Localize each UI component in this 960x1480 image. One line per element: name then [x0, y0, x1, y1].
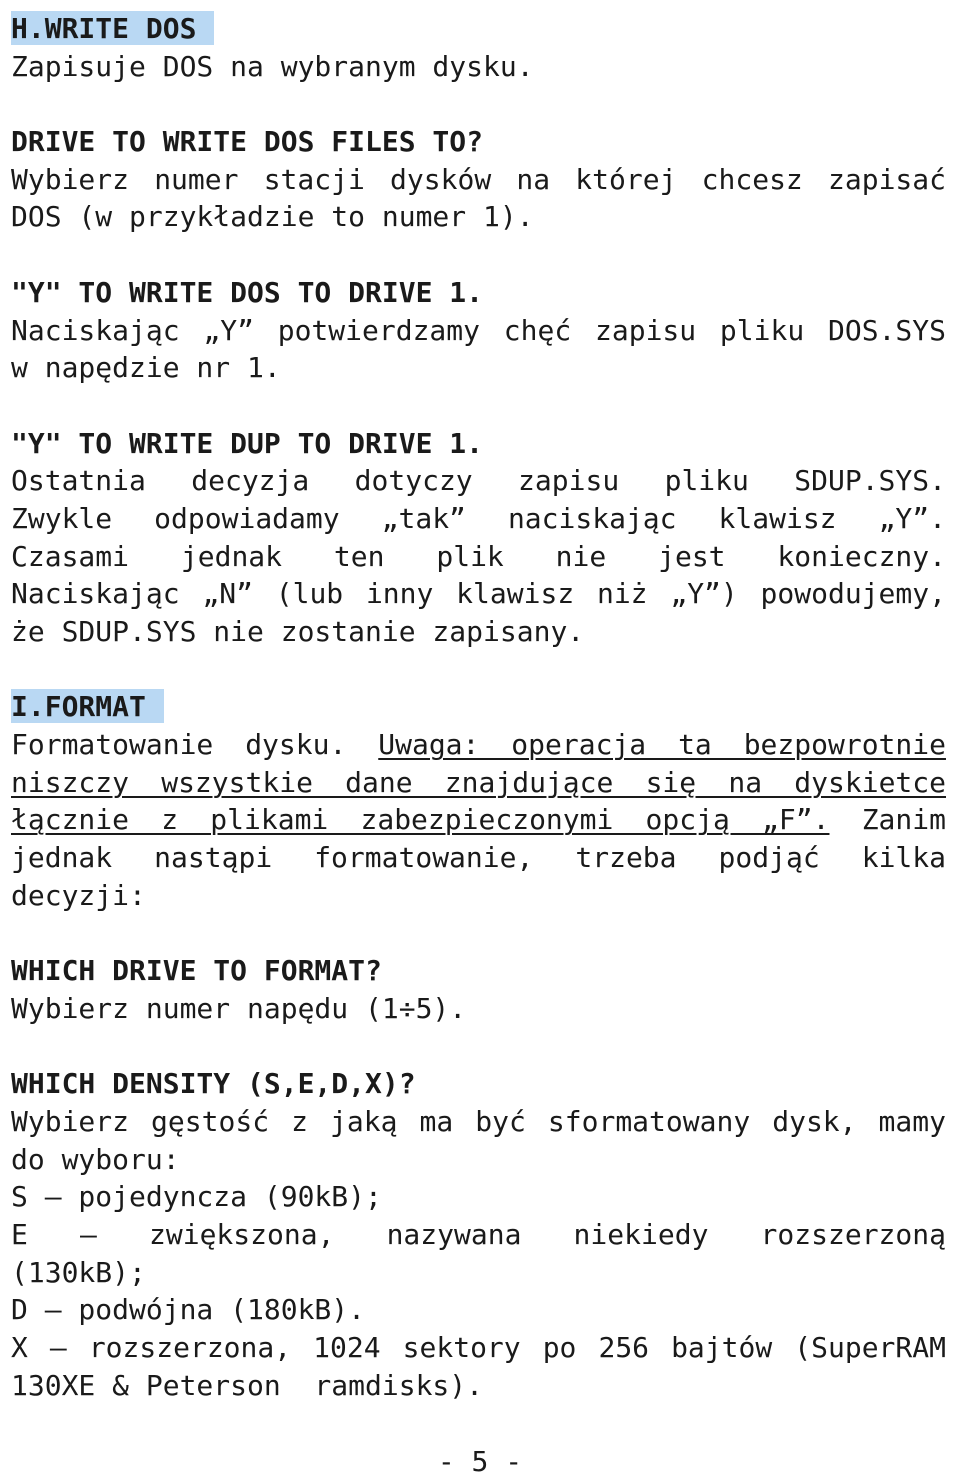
- section-i-q2-line: D – podwójna (180kB).: [11, 1293, 366, 1327]
- section-i-q2-line: E – zwiększona, nazywana niekiedy rozszerzoną: [11, 1218, 946, 1251]
- section-i-intro-line: [11, 764, 946, 802]
- format-warning-text: łącznie z plikami zabezpieczonymi opcją „F”.: [11, 803, 830, 837]
- section-i-q2-line: X – rozszerzona, 1024 sektory po 256 bajtów (SuperRAM: [11, 1331, 946, 1365]
- section-i-intro-line: jednak nastąpi formatowanie, trzeba podjąć kilka: [11, 841, 946, 875]
- section-h-q3-line: Ostatnia decyzja dotyczy zapisu pliku SDUP.SYS.: [11, 464, 946, 498]
- section-h-q2-line: w napędzie nr 1.: [11, 351, 281, 385]
- section-i-intro-line: decyzji:: [11, 878, 146, 912]
- section-h-q2-prompt: "Y" TO WRITE DOS TO DRIVE 1.: [11, 275, 484, 309]
- format-warning-text: niszczy wszystkie dane znajdujące się na dyskietce: [11, 765, 946, 799]
- section-h-q1-line: DOS (w przykładzie to numer 1).: [11, 200, 534, 234]
- section-h-q1-prompt: DRIVE TO WRITE DOS FILES TO?: [11, 125, 484, 159]
- format-warning-text: Uwaga: operacja ta bezpowrotnie: [378, 728, 946, 762]
- document-page: [11, 10, 946, 1404]
- section-h-q3-line: że SDUP.SYS nie zostanie zapisany.: [11, 615, 585, 648]
- section-h-q3-line: Zwykle odpowiadamy „tak” naciskając klawisz „Y”.: [11, 501, 946, 535]
- section-h-title: H.WRITE DOS: [11, 11, 214, 45]
- section-h-q3-line: Naciskając „N” (lub inny klawisz niż „Y”) powodujemy,: [11, 577, 946, 611]
- section-i-q2-line: 130XE & Peterson ramdisks).: [11, 1368, 484, 1402]
- section-i-intro-after: Zanim: [829, 803, 946, 837]
- section-i-heading: [11, 688, 946, 726]
- section-i-intro-line: [11, 801, 946, 839]
- section-i-q1-line: Wybierz numer napędu (1÷5).: [11, 991, 467, 1025]
- section-h-q3-line: Czasami jednak ten plik nie jest konieczny.: [11, 539, 946, 573]
- blank-line: [11, 387, 946, 425]
- section-i-q2-line: do wyboru:: [11, 1142, 180, 1176]
- blank-line: [11, 1028, 946, 1066]
- section-h-q2-line: Naciskając „Y” potwierdzamy chęć zapisu pliku DOS.SYS: [11, 313, 946, 347]
- section-i-q2-line: (130kB);: [11, 1255, 146, 1289]
- section-i-q2-line: S – pojedyncza (90kB);: [11, 1180, 382, 1214]
- blank-line: [11, 85, 946, 123]
- section-i-q2-prompt: WHICH DENSITY (S,E,D,X)?: [11, 1067, 416, 1101]
- page-number: - 5 -: [437, 1445, 523, 1478]
- section-i-q2-line: Wybierz gęstość z jaką ma być sformatowany dysk, mamy: [11, 1104, 946, 1138]
- blank-line: [11, 236, 946, 274]
- section-i-q1-prompt: WHICH DRIVE TO FORMAT?: [11, 954, 382, 988]
- blank-line: [11, 651, 946, 689]
- blank-line: [11, 915, 946, 953]
- section-i-intro-line: [11, 726, 946, 764]
- section-h-q3-prompt: "Y" TO WRITE DUP TO DRIVE 1.: [11, 426, 484, 460]
- section-h-q1-line: Wybierz numer stacji dysków na której chcesz zapisać: [11, 162, 946, 196]
- section-h-description: Zapisuje DOS na wybranym dysku.: [11, 49, 534, 83]
- section-h-heading: [11, 10, 946, 48]
- section-i-title: I.FORMAT: [11, 689, 164, 723]
- section-i-intro-lead: Formatowanie dysku.: [11, 728, 379, 762]
